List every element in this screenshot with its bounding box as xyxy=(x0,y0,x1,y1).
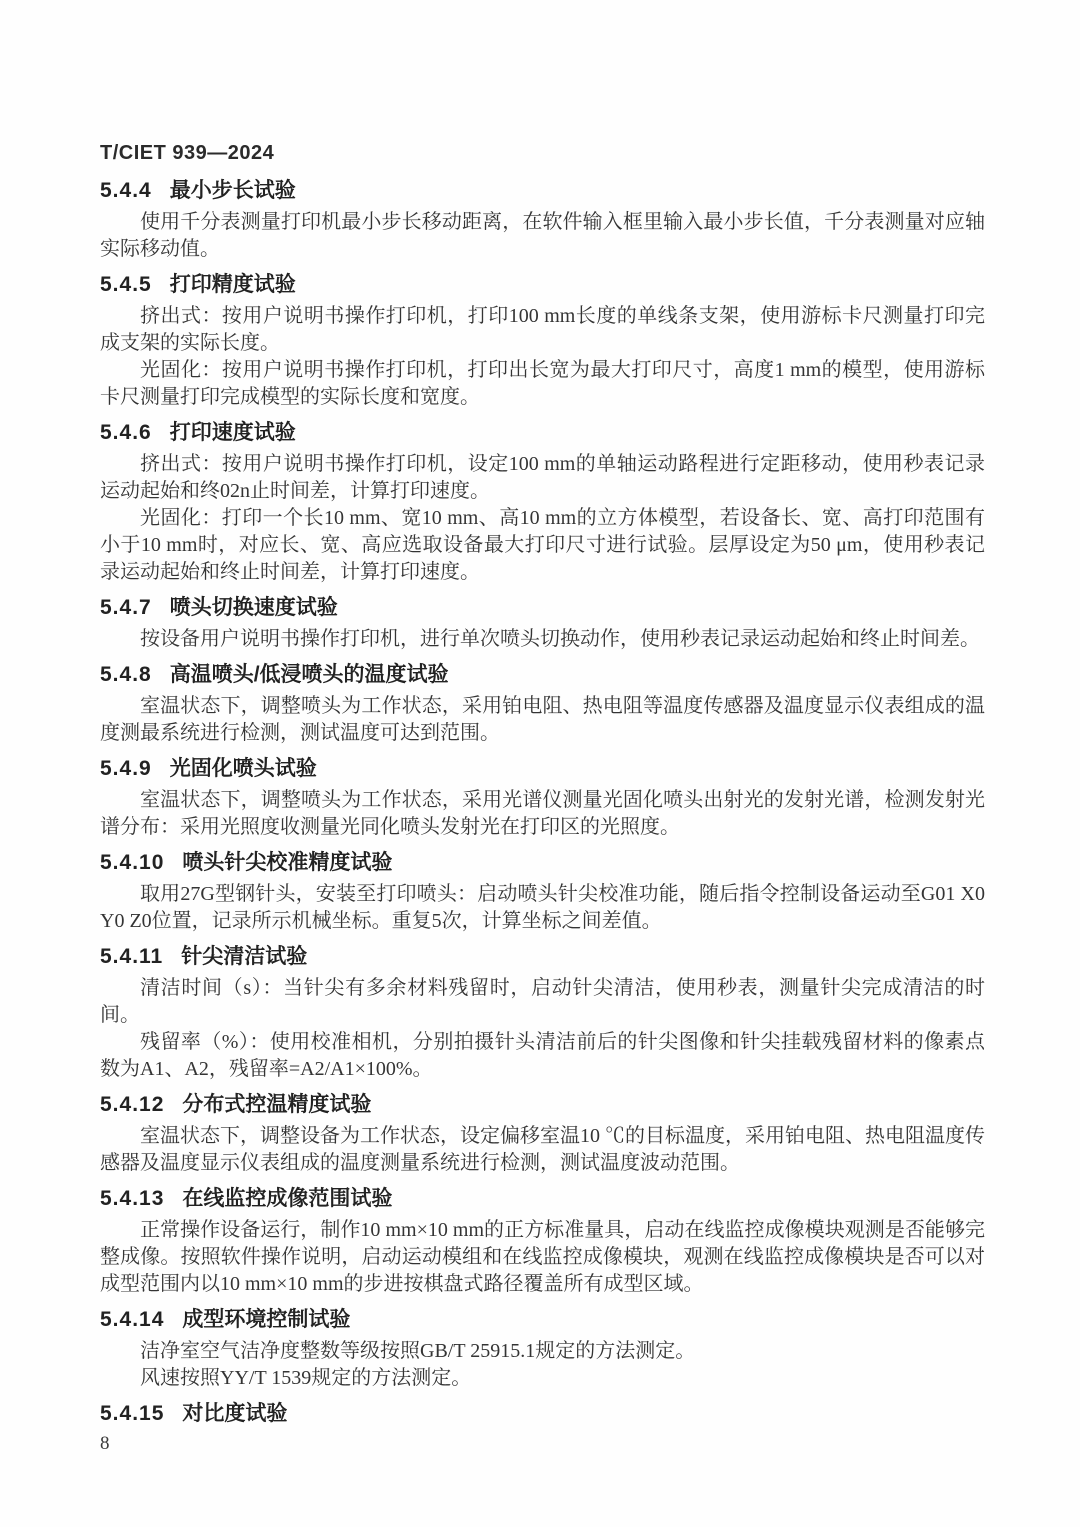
section-heading xyxy=(100,596,985,620)
section xyxy=(100,596,985,653)
section-paragraph: 光固化：按用户说明书操作打印机，打印出长宽为最大打印尺寸，高度1 mm的模型，使用游标卡尺测量打印完成模型的实际长度和宽度。 xyxy=(100,359,985,408)
section-number: 5.4.7 xyxy=(100,596,152,619)
section-title: 最小步长试验 xyxy=(169,179,296,202)
section-paragraph: 清洁时间（s）：当针尖有多余材料残留时，启动针尖清洁，使用秒表，测量针尖完成清洁的时间。 xyxy=(100,977,985,1026)
section-title: 高温喷头/低浸喷头的温度试验 xyxy=(169,663,449,686)
section xyxy=(100,1093,985,1177)
section-title: 打印精度试验 xyxy=(169,273,296,296)
section-title: 对比度试验 xyxy=(182,1402,288,1425)
section xyxy=(100,851,985,935)
document-standard-code: T/CIET 939—2024 xyxy=(100,142,275,164)
section-number: 5.4.9 xyxy=(100,757,152,780)
section-number: 5.4.12 xyxy=(100,1093,165,1116)
section xyxy=(100,757,985,841)
section xyxy=(100,1187,985,1298)
section-title: 在线监控成像范围试验 xyxy=(182,1187,393,1210)
section-title: 喷头切换速度试验 xyxy=(169,596,338,619)
section-title: 针尖清洁试验 xyxy=(181,945,308,968)
section-number: 5.4.10 xyxy=(100,851,165,874)
section xyxy=(100,179,985,263)
section-title: 分布式控温精度试验 xyxy=(182,1093,372,1116)
section-number: 5.4.13 xyxy=(100,1187,165,1210)
section-paragraph: 正常操作设备运行，制作10 mm×10 mm的正方标准量具，启动在线监控成像模块观测是否能够完整成像。按照软件操作说明，启动运动模组和在线监控成像模块，观测在线监控成像模块是否可以对成型范围内以10 mm×10 mm的步进按棋盘式路径覆盖所有成型区域。 xyxy=(100,1219,985,1295)
section-paragraph: 残留率（%）：使用校准相机，分别拍摄针头清洁前后的针尖图像和针尖挂载残留材料的像素点数为A1、A2，残留率=A2/A1×100%。 xyxy=(100,1031,985,1080)
section-heading xyxy=(100,1187,985,1211)
section-paragraph: 按设备用户说明书操作打印机，进行单次喷头切换动作，使用秒表记录运动起始和终止时间差。 xyxy=(140,628,980,650)
section-heading xyxy=(100,757,985,781)
section-heading xyxy=(100,1093,985,1117)
section xyxy=(100,1402,985,1426)
section-title: 光固化喷头试验 xyxy=(169,757,317,780)
section xyxy=(100,421,985,586)
section-paragraph: 室温状态下，调整喷头为工作状态，采用铂电阻、热电阻等温度传感器及温度显示仪表组成的温度测最系统进行检测，测试温度可达到范围。 xyxy=(100,695,985,744)
section-heading xyxy=(100,1308,985,1332)
page-number: 8 xyxy=(100,1433,110,1454)
section-heading xyxy=(100,421,985,445)
section-number: 5.4.14 xyxy=(100,1308,165,1331)
section-paragraph: 室温状态下，调整设备为工作状态，设定偏移室温10 ℃的目标温度，采用铂电阻、热电阻温度传感器及温度显示仪表组成的温度测量系统进行检测，测试温度波动范围。 xyxy=(100,1125,985,1174)
section-heading xyxy=(100,179,985,203)
section-number: 5.4.4 xyxy=(100,179,152,202)
section-heading xyxy=(100,851,985,875)
section-paragraph: 使用千分表测量打印机最小步长移动距离，在软件输入框里输入最小步长值，千分表测量对应轴实际移动值。 xyxy=(100,211,985,260)
section-title: 喷头针尖校准精度试验 xyxy=(182,851,393,874)
section-title: 成型环境控制试验 xyxy=(182,1308,351,1331)
section xyxy=(100,273,985,411)
section-paragraph: 洁净室空气洁净度整数等级按照GB/T 25915.1规定的方法测定。 xyxy=(140,1340,696,1362)
section-number: 5.4.5 xyxy=(100,273,152,296)
section-heading xyxy=(100,945,985,969)
section-paragraph: 光固化：打印一个长10 mm、宽10 mm、高10 mm的立方体模型，若设备长、宽、高打印范围有小于10 mm时，对应长、宽、高应选取设备最大打印尺寸进行试验。层厚设定为50 μm，使用秒表记录运动起始和终止时间差，计算打印速度。 xyxy=(100,507,985,583)
section-title: 打印速度试验 xyxy=(169,421,296,444)
section-number: 5.4.15 xyxy=(100,1402,165,1425)
section-paragraph: 挤出式：按用户说明书操作打印机，打印100 mm长度的单线条支架，使用游标卡尺测量打印完成支架的实际长度。 xyxy=(100,305,985,354)
section-paragraph: 挤出式：按用户说明书操作打印机，设定100 mm的单轴运动路程进行定距移动，使用秒表记录运动起始和终02n止时间差，计算打印速度。 xyxy=(100,453,985,502)
section-heading xyxy=(100,273,985,297)
section xyxy=(100,663,985,747)
section xyxy=(100,1308,985,1392)
section-paragraph: 取用27G型钢针头，安装至打印喷头：启动喷头针尖校准功能，随后指令控制设备运动至G01 X0 Y0 Z0位置，记录所示机械坐标。重复5次，计算坐标之间差值。 xyxy=(100,883,985,932)
section-paragraph: 风速按照YY/T 1539规定的方法测定。 xyxy=(140,1367,472,1389)
document-content xyxy=(100,179,985,1426)
section-number: 5.4.8 xyxy=(100,663,152,686)
section-number: 5.4.11 xyxy=(100,945,164,968)
section-paragraph: 室温状态下，调整喷头为工作状态，采用光谱仪测量光固化喷头出射光的发射光谱，检测发射光谱分布：采用光照度收测量光同化喷头发射光在打印区的光照度。 xyxy=(100,789,985,838)
section-heading xyxy=(100,1402,985,1426)
section-heading xyxy=(100,663,985,687)
section-number: 5.4.6 xyxy=(100,421,152,444)
section xyxy=(100,945,985,1083)
